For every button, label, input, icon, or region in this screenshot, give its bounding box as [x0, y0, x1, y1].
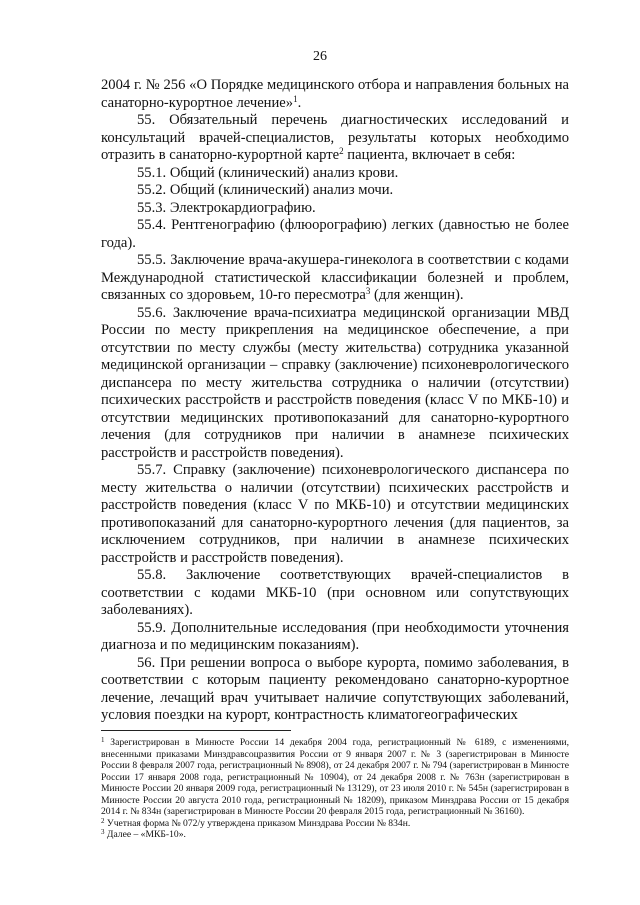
- footnote-mark: 3: [101, 828, 105, 836]
- footnote-mark: 2: [101, 816, 105, 825]
- footnote: $^3$ Далее – «МКБ-10».: [101, 828, 186, 840]
- document-body: [101, 77, 569, 725]
- paragraph: 55.5. Заключение врача-акушера-гинеколога в соответствии с кодами Международной статистической классификации болезней и проблем, связанных со здоровьем, 10-го пересмотра$^3$ (для женщин).: [101, 252, 569, 303]
- footnotes: [101, 737, 569, 841]
- footnote-mark: 1: [101, 736, 105, 744]
- paragraph: 55. Обязательный перечень диагностических исследований и консультаций врачей-специалистов, результаты которых необходимо отразить в санаторно-курортной карте$^2$ пациента, включает в себя:: [101, 112, 569, 163]
- paragraph: 55.8. Заключение соответствующих врачей-специалистов в соответствии с кодами МКБ-10 (при основном или сопутствующих заболеваниях).: [101, 567, 569, 618]
- paragraph: 55.7. Справку (заключение) психоневрологического диспансера по месту жительства о наличии (отсутствии) психических расстройств и расстройств поведения (класс V по МКБ-10) и отсутствии медицинских противопоказаний для санаторно-курортного лечения (для пациентов, за исключением сотрудников, при наличии в анамнезе психических расстройств и расстройств поведения).: [101, 462, 569, 566]
- paragraph: 55.1. Общий (клинический) анализ крови.: [137, 164, 399, 181]
- footnote: $^1$ Зарегистрирован в Минюсте России 14 декабря 2004 года, регистрационный № 6189, с изменениями, внесенными приказами Минздравсоцразвития России от 9 января 2007 г. № 3 (зарегистрирован в Минюсте России 8 февраля 2007 года, регистрационный № 8908), от 24 декабря 2007 г. № 794 (зарегистрирован в Минюсте России 17 января 2008 года, регистрационный № 10904), от 24 декабря 2008 г. № 763н (зарегистрирован в Минюсте России 20 января 2009 года, регистрационный № 13129), от 23 июля 2010 г. № 545н (зарегистрирован в Минюсте России 20 августа 2010 года, регистрационный № 18209), приказом Минздрава России от 15 декабря 2014 г. № 834н (зарегистрирован в Минюсте России 20 февраля 2015 года, регистрационный № 36160).: [101, 736, 569, 817]
- paragraph: 55.4. Рентгенографию (флюорографию) легких (давностью не более года).: [101, 217, 569, 251]
- paragraph: 2004 г. № 256 «О Порядке медицинского отбора и направления больных на санаторно-курортное лечение»$^1$.: [101, 77, 569, 111]
- footnote-divider: [101, 730, 291, 731]
- footnote-reference: 3: [365, 286, 371, 296]
- paragraph: 55.2. Общий (клинический) анализ мочи.: [137, 182, 394, 198]
- paragraph: 55.3. Электрокардиографию.: [137, 199, 316, 216]
- page-number: 26: [313, 49, 327, 64]
- footnote-reference: 2: [339, 146, 344, 156]
- paragraph: 56. При решении вопроса о выборе курорта, помимо заболевания, в соответствии с которым пациенту рекомендовано санаторно-курортное лечение, лечащий врач учитывает наличие сопутствующих заболеваний, условия поездки на курорт, контрастность климатогеографических: [101, 654, 569, 723]
- paragraph: 55.9. Дополнительные исследования (при необходимости уточнения диагноза и по медицинским показаниям).: [101, 619, 569, 653]
- footnote: $^2$ Учетная форма № 072/у утверждена приказом Минздрава России № 834н.: [101, 816, 411, 829]
- paragraph: 55.6. Заключение врача-психиатра медицинской организации МВД России по месту прикрепления на медицинское обеспечение, а при отсутствии по месту службы (месту жительства) сотрудника указанной медицинской организации – справку (заключение) психоневрологического диспансера по месту жительства сотрудника о наличии (отсутствии) психических расстройств и расстройств поведения (класс V по МКБ-10) и отсутствии медицинских противопоказаний для санаторно-курортного лечения (для сотрудников при наличии в анамнезе психических расстройств и расстройств поведения).: [101, 304, 569, 461]
- footnote-reference: 1: [293, 93, 298, 104]
